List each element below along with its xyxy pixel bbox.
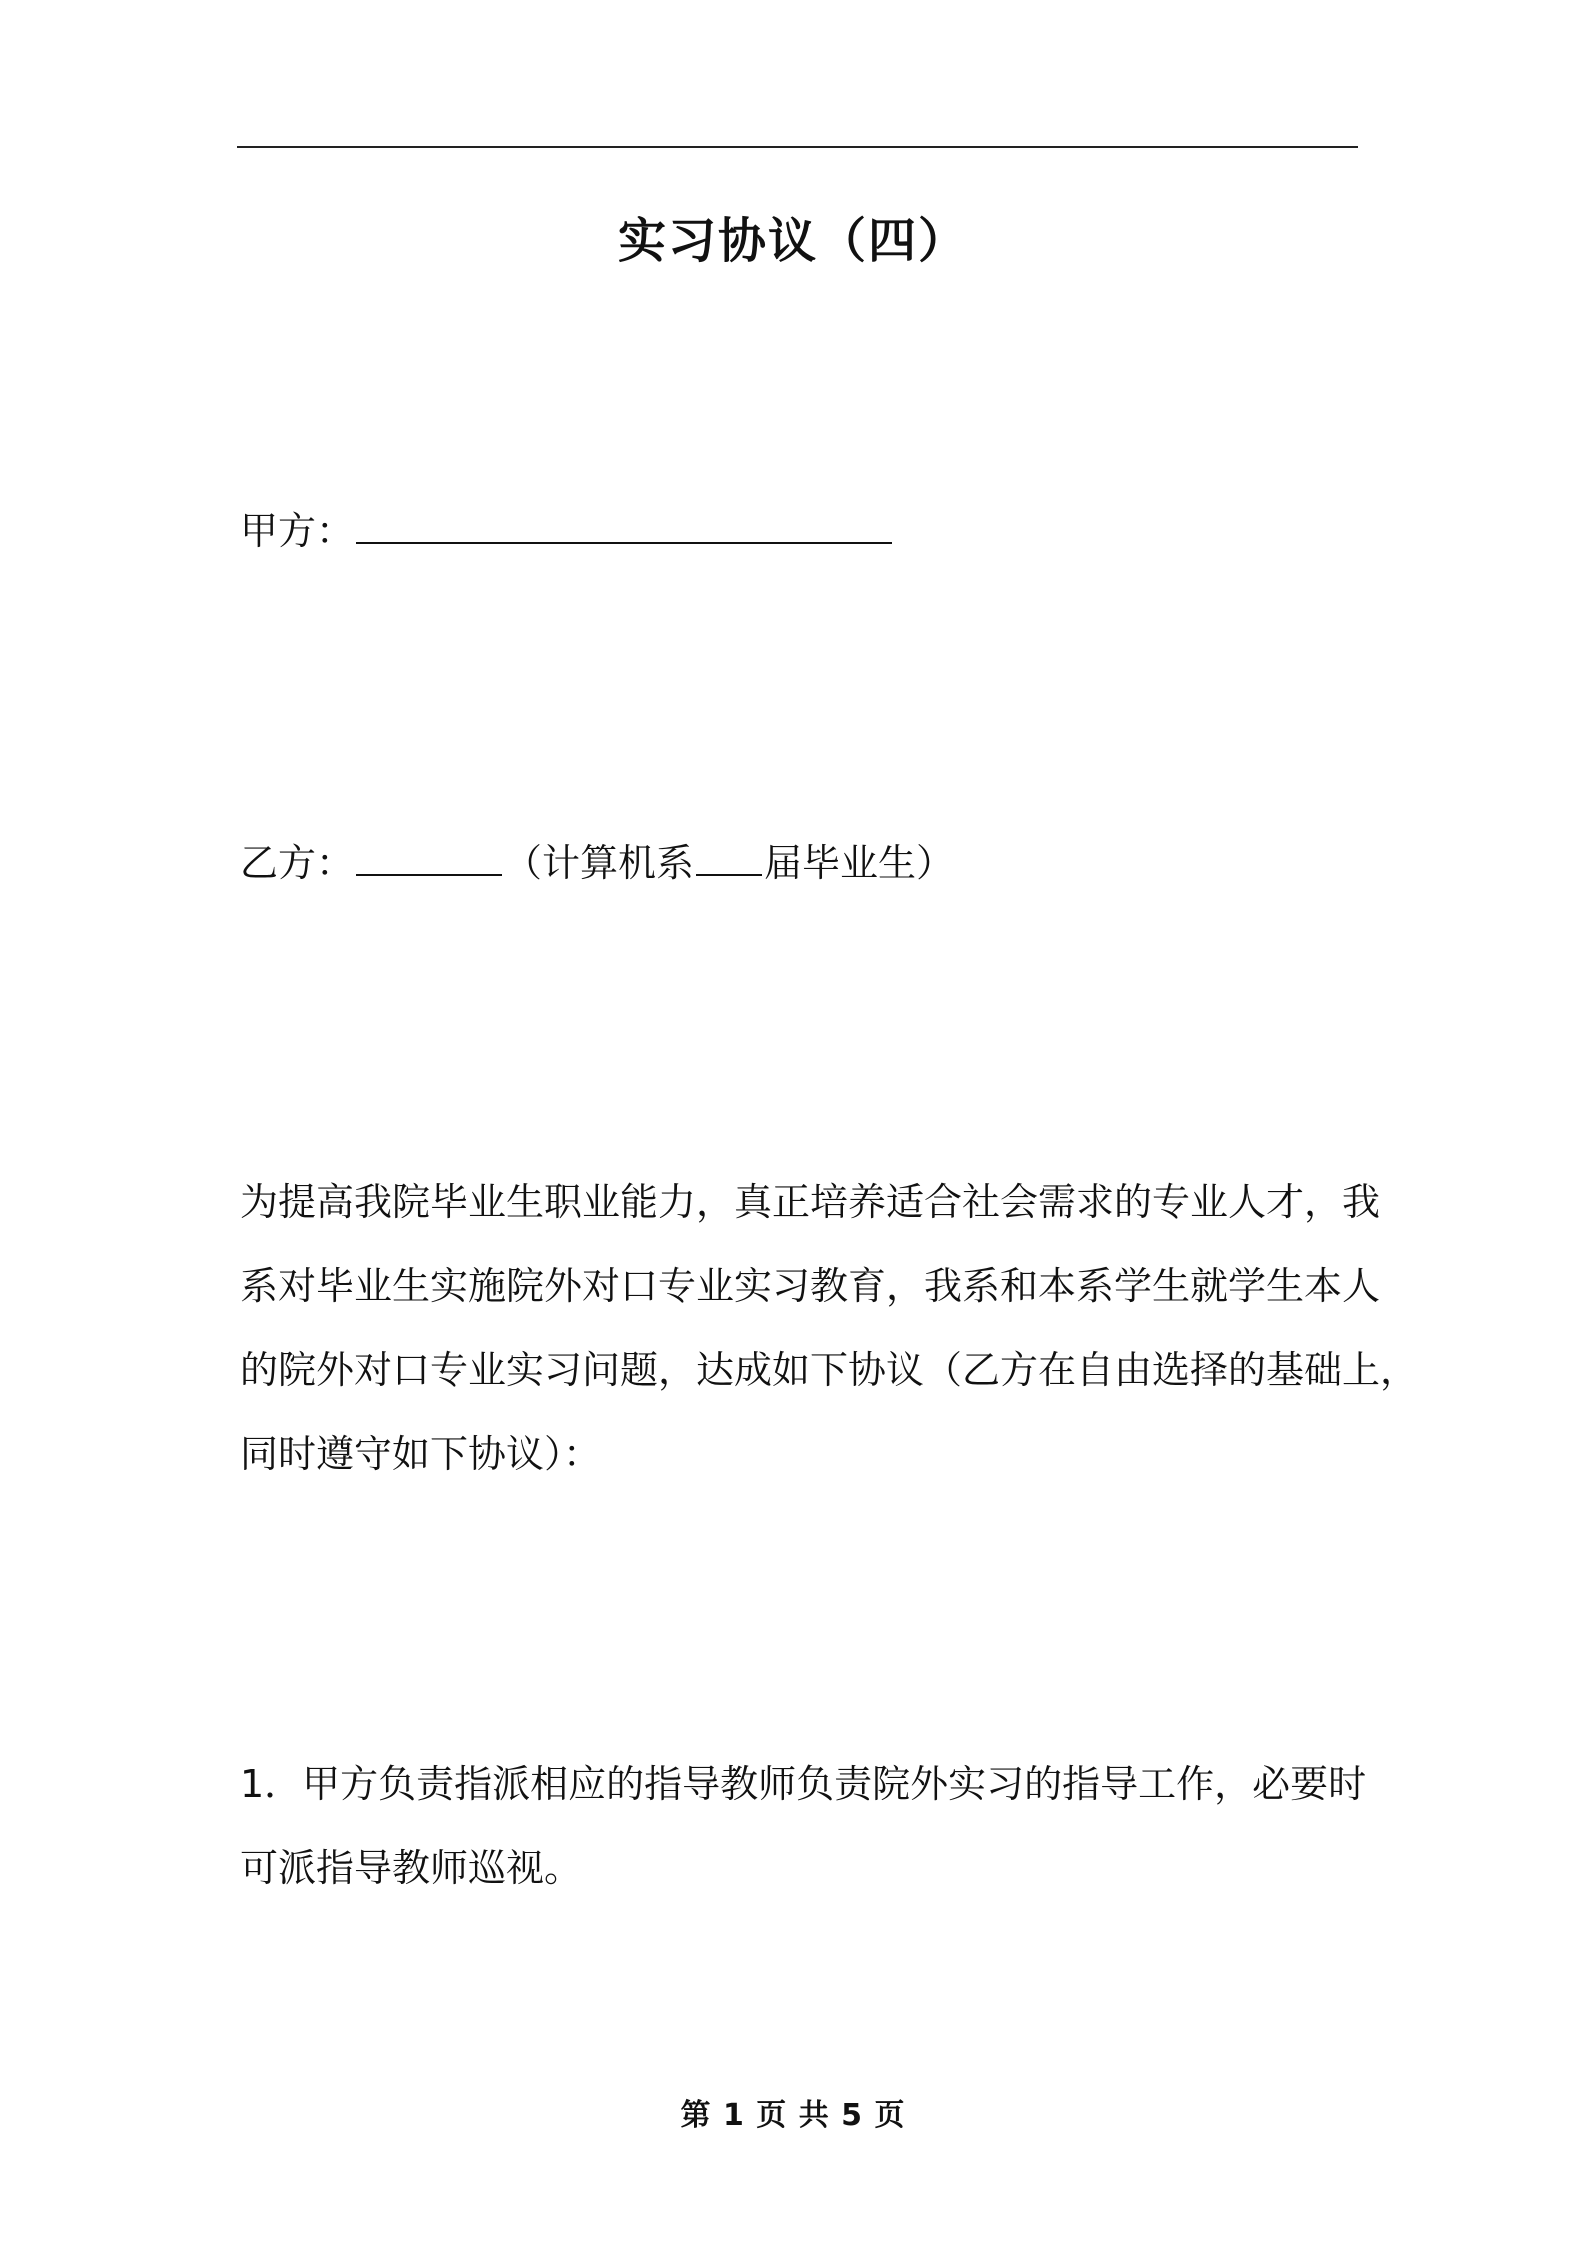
clause-line: 可派指导教师巡视。 <box>240 1846 583 1890</box>
party-b-line <box>240 836 954 888</box>
clause-1-paragraph <box>240 1742 1380 1910</box>
page-number-footer: 第 1 页 共 5 页 <box>680 2098 906 2133</box>
party-b-suffix: 届毕业生） <box>764 841 955 885</box>
intro-line: 系对毕业生实施院外对口专业实习教育，我系和本系学生就学生本人 <box>240 1264 1381 1308</box>
header-rule <box>237 146 1358 148</box>
party-b-name-blank[interactable] <box>356 836 502 876</box>
intro-paragraph <box>240 1160 1419 1496</box>
document-title: 实习协议（四） <box>617 213 968 269</box>
intro-line: 为提高我院毕业生职业能力，真正培养适合社会需求的专业人才，我 <box>240 1180 1381 1224</box>
party-a-line <box>240 504 894 556</box>
party-a-label: 甲方： <box>240 509 355 553</box>
party-b-department: （计算机系 <box>504 841 695 885</box>
intro-line: 的院外对口专业实习问题，达成如下协议（乙方在自由选择的基础上， <box>240 1348 1419 1392</box>
intro-line: 同时遵守如下协议）： <box>240 1432 602 1476</box>
party-b-year-blank[interactable] <box>696 836 762 876</box>
party-a-blank[interactable] <box>356 504 892 544</box>
party-b-label: 乙方： <box>240 841 355 885</box>
clause-line: 1．甲方负责指派相应的指导教师负责院外实习的指导工作，必要时 <box>240 1762 1367 1806</box>
